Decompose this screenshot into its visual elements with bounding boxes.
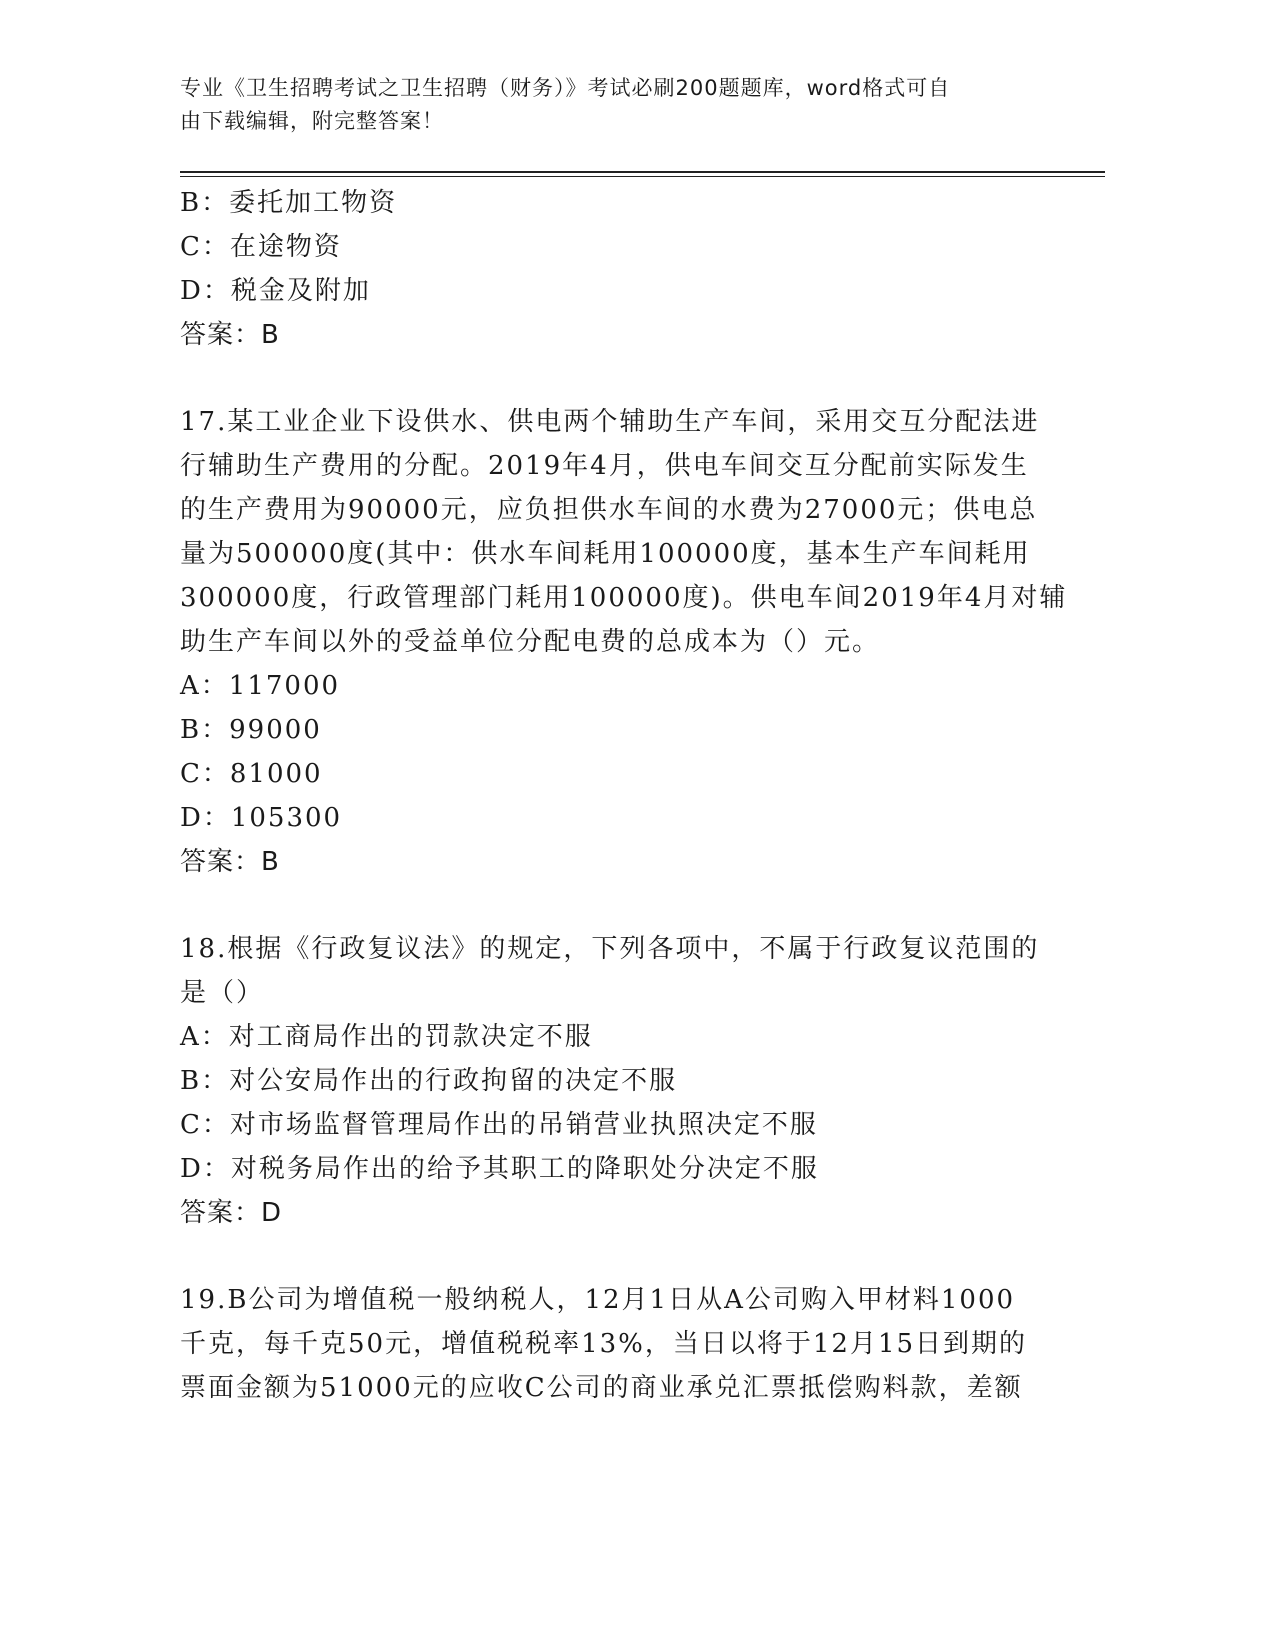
option-d: D：105300 — [180, 803, 343, 833]
header-line-2: 由下载编辑，附完整答案！ — [180, 109, 444, 133]
answer-line: 答案：B — [180, 847, 280, 877]
question-text-line: 300000度，行政管理部门耗用100000度)。供电车间2019年4月对辅 — [180, 583, 1068, 613]
spacer — [180, 1235, 1040, 1278]
header-divider-thin — [180, 176, 1105, 177]
question-19 — [180, 1278, 1040, 1410]
answer-line: 答案：D — [180, 1198, 283, 1228]
option-b: B：委托加工物资 — [180, 188, 398, 218]
option-b: B：对公安局作出的行政拘留的决定不服 — [180, 1066, 678, 1096]
document-header — [180, 72, 1030, 138]
header-divider-thick — [180, 171, 1105, 173]
previous-question-tail — [180, 181, 1040, 357]
question-18 — [180, 927, 1040, 1235]
question-17 — [180, 400, 1068, 884]
option-a: A：117000 — [180, 671, 341, 701]
option-c: C：在途物资 — [180, 232, 342, 262]
answer-line: 答案：B — [180, 320, 280, 350]
question-text-line: 千克，每千克50元，增值税税率13%，当日以将于12月15日到期的 — [180, 1329, 1028, 1359]
spacer — [180, 357, 1040, 400]
question-text-line: 18.根据《行政复议法》的规定，下列各项中，不属于行政复议范围的 — [180, 934, 1040, 964]
question-text-line: 票面金额为51000元的应收C公司的商业承兑汇票抵偿购料款，差额 — [180, 1373, 1023, 1403]
option-d: D：对税务局作出的给予其职工的降职处分决定不服 — [180, 1154, 819, 1184]
document-body — [180, 181, 1068, 1410]
header-line-1: 专业《卫生招聘考试之卫生招聘（财务）》考试必刷200题题库，word格式可自 — [180, 76, 951, 100]
option-d: D：税金及附加 — [180, 276, 371, 306]
question-text-line: 行辅助生产费用的分配。2019年4月，供电车间交互分配前实际发生 — [180, 451, 1029, 481]
spacer — [180, 884, 1040, 927]
option-c: C：81000 — [180, 759, 323, 789]
question-text-line: 助生产车间以外的受益单位分配电费的总成本为（）元。 — [180, 627, 881, 657]
option-c: C：对市场监督管理局作出的吊销营业执照决定不服 — [180, 1110, 818, 1140]
question-text-line: 19.B公司为增值税一般纳税人，12月1日从A公司购入甲材料1000 — [180, 1285, 1016, 1315]
question-text-line: 量为500000度(其中：供水车间耗用100000度，基本生产车间耗用 — [180, 539, 1031, 569]
question-text-line: 17.某工业企业下设供水、供电两个辅助生产车间，采用交互分配法进 — [180, 407, 1040, 437]
question-text-line: 的生产费用为90000元，应负担供水车间的水费为27000元；供电总 — [180, 495, 1038, 525]
question-text-line: 是（） — [180, 978, 265, 1008]
option-b: B：99000 — [180, 715, 322, 745]
option-a: A：对工商局作出的罚款决定不服 — [180, 1022, 593, 1052]
